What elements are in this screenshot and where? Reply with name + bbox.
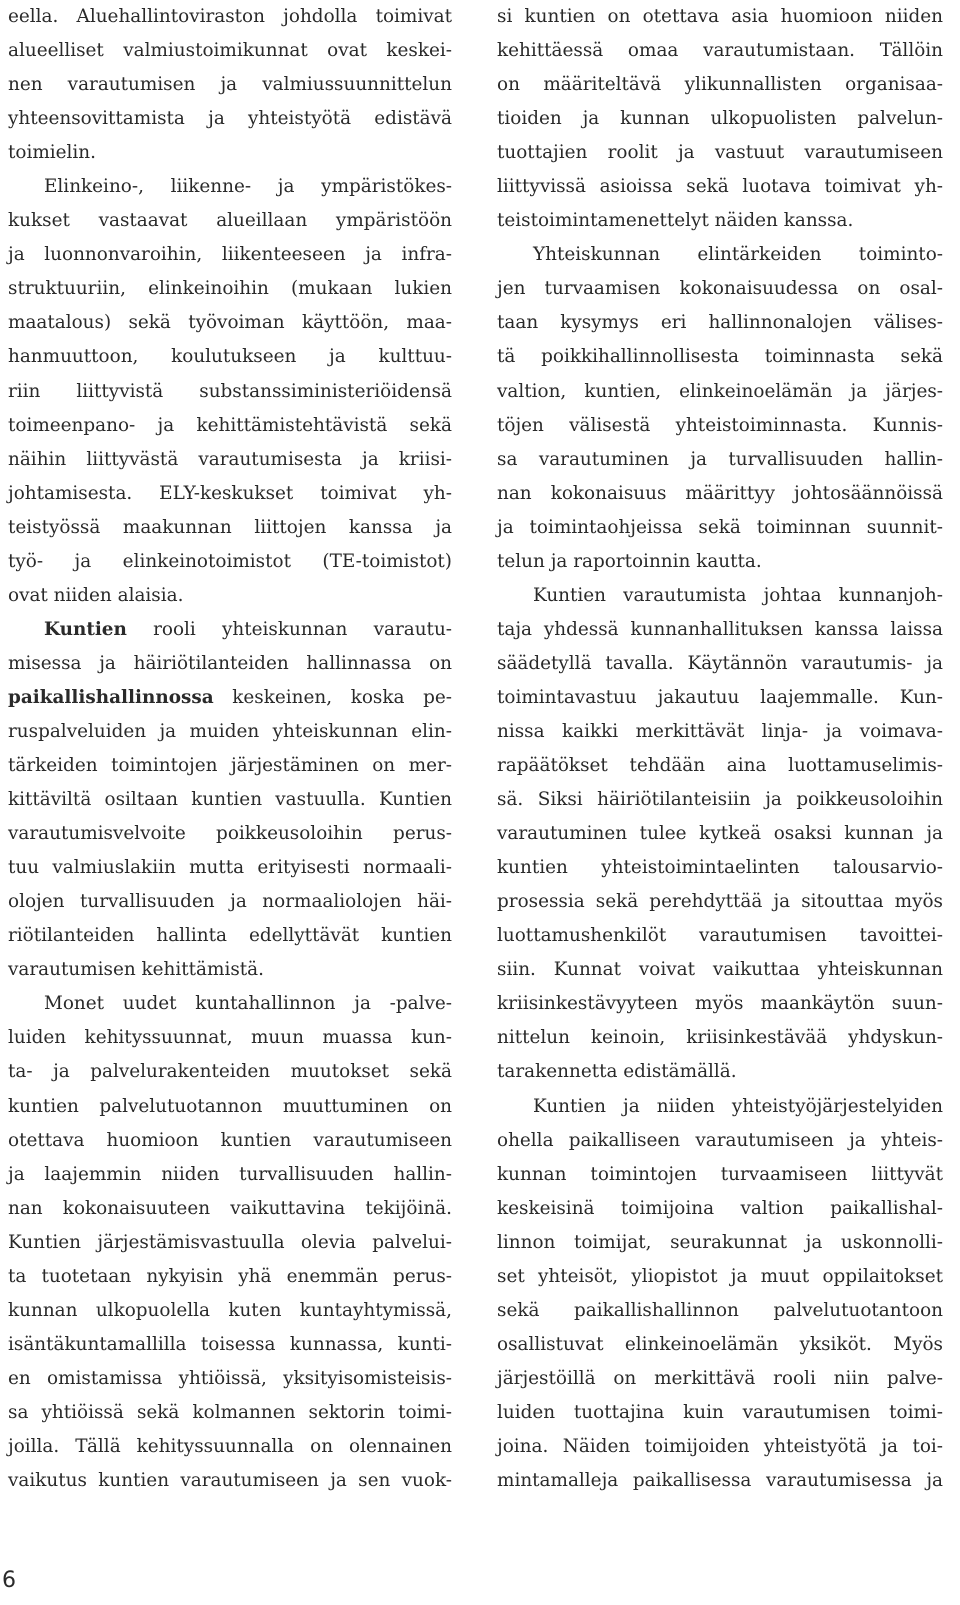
text-line	[497, 340, 943, 374]
text-line	[8, 1226, 452, 1260]
text-line	[497, 1396, 943, 1430]
line-text: siin. Kunnat voivat vaikuttaa yhteiskunnan	[497, 959, 943, 981]
line-text: riötilanteiden hallinta edellyttävät kuntien	[8, 925, 452, 947]
text-line	[8, 375, 452, 409]
line-text: kuntien yhteistoimintaelinten talousarvio-	[497, 857, 943, 879]
text-line	[497, 987, 943, 1021]
page-number: 6	[2, 1568, 16, 1593]
text-line	[8, 749, 452, 783]
text-line	[497, 885, 943, 919]
text-line	[497, 1328, 943, 1362]
line-text: ohella paikalliseen varautumiseen ja yhteis-	[497, 1129, 943, 1151]
text-line	[8, 885, 452, 919]
line-text: työ- ja elinkeinotoimistot (TE-toimistot)	[8, 550, 452, 572]
text-line	[497, 1055, 943, 1089]
line-text: sekä paikallishallinnon palvelutuotantoon	[497, 1299, 943, 1321]
text-line	[8, 238, 452, 272]
line-text: riin liittyvistä substanssiministeriöidensä	[8, 380, 452, 402]
line-text: kunnan toimintojen turvaamiseen liittyvät	[497, 1163, 943, 1185]
text-line	[8, 545, 452, 579]
text-line	[497, 579, 943, 613]
text-line	[8, 783, 452, 817]
line-text: ta- ja palvelurakenteiden muutokset sekä	[8, 1061, 452, 1083]
line-text: osallistuvat elinkeinoelämän yksiköt. Myös	[497, 1333, 943, 1355]
text-line	[497, 1362, 943, 1396]
line-text: sa yhtiöissä sekä kolmannen sektorin toimi-	[8, 1401, 452, 1423]
text-line	[8, 34, 452, 68]
text-line	[8, 1464, 452, 1498]
text-line	[497, 919, 943, 953]
line-text: tuu valmiuslakiin mutta erityisesti normaali-	[8, 857, 452, 879]
text-line	[497, 851, 943, 885]
line-text: tärkeiden toimintojen järjestäminen on mer-	[8, 755, 452, 777]
line-text: tioiden ja kunnan ulkopuolisten palvelun-	[497, 108, 943, 130]
text-line	[497, 783, 943, 817]
text-line	[497, 238, 943, 272]
line-text: keskeisinä toimijoina valtion paikallishal-	[497, 1197, 943, 1219]
line-text: kittäviltä osiltaan kuntien vastuulla. Kuntien	[8, 789, 452, 811]
line-text: Kuntien järjestämisvastuulla olevia palvelui-	[8, 1231, 452, 1253]
text-line	[497, 953, 943, 987]
bold-term: paikallishallinnossa	[8, 686, 214, 708]
text-line	[8, 1090, 452, 1124]
line-text: tä poikkihallinnollisesta toiminnasta sekä	[497, 346, 943, 368]
text-line	[8, 443, 452, 477]
line-text: varautuminen tulee kytkeä osaksi kunnan ja	[497, 823, 943, 845]
text-line	[8, 477, 452, 511]
line-text: luiden kehityssuunnat, muun muassa kun-	[8, 1027, 452, 1049]
line-text: ja luonnonvaroihin, liikenteeseen ja infra-	[8, 244, 452, 266]
line-text: rooli yhteiskunnan varautu-	[126, 618, 452, 640]
line-text: varautumisen kehittämistä.	[8, 959, 264, 981]
line-text: si kuntien on otettava asia huomioon niiden	[497, 6, 943, 27]
line-text: valtion, kuntien, elinkeinoelämän ja järjes-	[497, 380, 943, 402]
text-line	[497, 443, 943, 477]
text-line	[8, 1124, 452, 1158]
line-text: kunnan ulkopuolella kuten kuntayhtymissä,	[8, 1299, 452, 1321]
text-line	[497, 102, 943, 136]
text-line	[8, 953, 452, 987]
text-line	[497, 511, 943, 545]
line-text: toimintavastuu jakautuu laajemmalle. Kun-	[497, 686, 943, 708]
text-line	[8, 170, 452, 204]
line-text: järjestöillä on merkittävä rooli niin palve-	[497, 1367, 943, 1389]
text-line	[497, 375, 943, 409]
line-text: misessa ja häiriötilanteiden hallinnassa on	[8, 652, 452, 674]
text-line	[497, 409, 943, 443]
line-text: set yhteisöt, yliopistot ja muut oppilaitokset	[497, 1265, 943, 1287]
text-line	[8, 272, 452, 306]
text-line	[8, 817, 452, 851]
text-line	[497, 1430, 943, 1464]
line-text: rapäätökset tehdään aina luottamuselimis-	[497, 755, 943, 777]
line-text: ja toimintaohjeissa sekä toiminnan suunnit-	[497, 516, 943, 538]
line-text: mintamalleja paikallisessa varautumisessa ja	[497, 1470, 943, 1492]
line-text: nan kokonaisuus määrittyy johtosäännöissä	[497, 482, 943, 504]
left-text-column	[8, 0, 452, 1498]
text-line	[8, 1021, 452, 1055]
text-line	[8, 102, 452, 136]
line-text: luiden tuottajina kuin varautumisen toimi-	[497, 1401, 943, 1423]
text-line	[497, 68, 943, 102]
text-line	[497, 613, 943, 647]
line-text: struktuuriin, elinkeinoihin (mukaan lukien	[8, 278, 452, 300]
line-text: olojen turvallisuuden ja normaaliolojen häi-	[8, 891, 452, 913]
text-line	[497, 1124, 943, 1158]
line-text: Kuntien ja niiden yhteistyöjärjestelyiden	[533, 1095, 943, 1117]
text-line	[497, 817, 943, 851]
line-text: on määriteltävä ylikunnallisten organisaa-	[497, 74, 943, 96]
line-text: teistyössä maakunnan liittojen kanssa ja	[8, 516, 452, 538]
text-line	[8, 409, 452, 443]
text-line	[497, 204, 943, 238]
line-text: Kuntien varautumista johtaa kunnanjoh-	[533, 584, 943, 606]
line-text: ta tuotetaan nykyisin yhä enemmän perus-	[8, 1265, 452, 1287]
line-text: keskeinen, koska pe-	[213, 686, 452, 708]
text-line	[497, 1294, 943, 1328]
line-text: eella. Aluehallintoviraston johdolla toimivat	[8, 6, 452, 27]
line-text: tarakennetta edistämällä.	[497, 1061, 737, 1083]
text-line	[8, 851, 452, 885]
text-line	[497, 272, 943, 306]
line-text: kukset vastaavat alueillaan ympäristöön	[8, 210, 452, 232]
text-line	[8, 1055, 452, 1089]
text-line	[497, 477, 943, 511]
text-line	[497, 1021, 943, 1055]
line-text: varautumisvelvoite poikkeusoloihin perus-	[8, 823, 452, 845]
text-line	[497, 1090, 943, 1124]
text-line	[8, 1430, 452, 1464]
line-text: kuntien palvelutuotannon muuttuminen on	[8, 1095, 452, 1117]
line-text: liittyvissä asioissa sekä luotava toimivat yh-	[497, 176, 943, 198]
line-text: telun ja raportoinnin kautta.	[497, 550, 762, 572]
text-line	[497, 681, 943, 715]
text-line	[8, 511, 452, 545]
line-text: joilla. Tällä kehityssuunnalla on olennainen	[8, 1435, 452, 1457]
text-line	[497, 0, 943, 34]
text-line	[8, 1328, 452, 1362]
line-text: Elinkeino-, liikenne- ja ympäristökes-	[44, 176, 452, 198]
line-text: otettava huomioon kuntien varautumiseen	[8, 1129, 452, 1151]
text-line	[497, 1226, 943, 1260]
line-text: nissa kaikki merkittävät linja- ja voimava-	[497, 720, 943, 742]
text-line	[8, 1362, 452, 1396]
text-line	[8, 1294, 452, 1328]
line-text: toimeenpano- ja kehittämistehtävistä sekä	[8, 414, 452, 436]
text-line	[8, 579, 452, 613]
text-line	[8, 68, 452, 102]
line-text: ovat niiden alaisia.	[8, 584, 184, 606]
line-text: töjen välisestä yhteistoiminnasta. Kunnis-	[497, 414, 943, 436]
text-line	[497, 1464, 943, 1498]
bold-term: Kuntien	[44, 618, 127, 640]
line-text: kehittäessä omaa varautumistaan. Tällöin	[497, 40, 943, 62]
line-text: yhteensovittamista ja yhteistyötä edistävä	[8, 108, 452, 130]
line-text: kriisinkestävyyteen myös maankäytön suun-	[497, 993, 943, 1015]
line-text: en omistamissa yhtiöissä, yksityisomisteisis-	[8, 1367, 452, 1389]
line-text: isäntäkuntamallilla toisessa kunnassa, kunti-	[8, 1333, 452, 1355]
line-text: säädetyllä tavalla. Käytännön varautumis- ja	[497, 652, 943, 674]
text-line	[497, 1192, 943, 1226]
line-text: prosessia sekä perehdyttää ja sitouttaa myös	[497, 891, 943, 913]
text-line	[8, 306, 452, 340]
line-text: taja yhdessä kunnanhallituksen kanssa laissa	[497, 618, 943, 640]
line-text: näihin liittyvästä varautumisesta ja kriisi-	[8, 448, 452, 470]
line-text: sa varautuminen ja turvallisuuden hallin-	[497, 448, 943, 470]
text-line	[497, 647, 943, 681]
right-text-column	[497, 0, 943, 1498]
line-text: nen varautumisen ja valmiussuunnittelun	[8, 74, 452, 96]
line-text: Yhteiskunnan elintärkeiden toiminto-	[533, 244, 943, 266]
text-line	[497, 1260, 943, 1294]
text-line	[8, 647, 452, 681]
text-line	[497, 136, 943, 170]
text-line	[497, 545, 943, 579]
line-text: nittelun keinoin, kriisinkestävää yhdyskun-	[497, 1027, 943, 1049]
text-line	[8, 0, 452, 34]
line-text: ruspalveluiden ja muiden yhteiskunnan elin-	[8, 720, 452, 742]
text-line	[8, 204, 452, 238]
line-text: Monet uudet kuntahallinnon ja -palve-	[44, 993, 452, 1015]
text-line	[8, 136, 452, 170]
line-text: taan kysymys eri hallinnonalojen välises-	[497, 312, 943, 334]
line-text: jen turvaamisen kokonaisuudessa on osal-	[497, 278, 943, 300]
text-line	[8, 340, 452, 374]
line-text: nan kokonaisuuteen vaikuttavina tekijöinä.	[8, 1197, 452, 1219]
text-line	[8, 1260, 452, 1294]
text-line	[8, 613, 452, 647]
text-line	[497, 1158, 943, 1192]
text-line	[8, 987, 452, 1021]
line-text: joina. Näiden toimijoiden yhteistyötä ja toi-	[497, 1435, 943, 1457]
line-text: maatalous) sekä työvoiman käyttöön, maa-	[8, 312, 452, 334]
text-line	[8, 1158, 452, 1192]
text-line	[8, 919, 452, 953]
text-line	[497, 170, 943, 204]
text-line	[8, 715, 452, 749]
line-text: luottamushenkilöt varautumisen tavoittei-	[497, 925, 943, 947]
line-text: sä. Siksi häiriötilanteisiin ja poikkeusoloihin	[497, 789, 943, 811]
text-line	[8, 1192, 452, 1226]
line-text: hanmuuttoon, koulutukseen ja kulttuu-	[8, 346, 452, 368]
line-text: johtamisesta. ELY-keskukset toimivat yh-	[8, 482, 452, 504]
line-text: alueelliset valmiustoimikunnat ovat keskei-	[8, 40, 452, 62]
text-line	[8, 681, 452, 715]
text-line	[497, 34, 943, 68]
text-line	[497, 749, 943, 783]
line-text: tuottajien roolit ja vastuut varautumiseen	[497, 142, 943, 164]
line-text: toimielin.	[8, 142, 97, 164]
text-line	[8, 1396, 452, 1430]
line-text: linnon toimijat, seurakunnat ja uskonnolli-	[497, 1231, 943, 1253]
text-line	[497, 715, 943, 749]
line-text: ja laajemmin niiden turvallisuuden hallin-	[8, 1163, 452, 1185]
text-line	[497, 306, 943, 340]
line-text: vaikutus kuntien varautumiseen ja sen vuok-	[8, 1470, 452, 1492]
line-text: teistoimintamenettelyt näiden kanssa.	[497, 210, 854, 232]
